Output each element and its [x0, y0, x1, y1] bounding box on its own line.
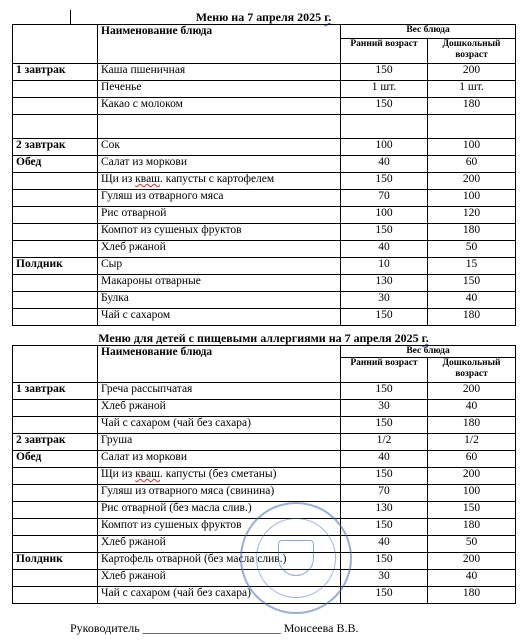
preschool-weight-cell: 180 [428, 224, 516, 241]
meal-cell [13, 241, 98, 258]
dish-cell: Компот из сушеных фруктов [98, 519, 341, 536]
table-row [13, 115, 516, 139]
header-empty [13, 25, 98, 64]
preschool-weight-cell: 100 [428, 190, 516, 207]
meal-cell [13, 275, 98, 292]
early-age-weight-cell: 150 [341, 519, 428, 536]
early-age-weight-cell: 150 [341, 468, 428, 485]
signature-name: Моисеева В.В. [283, 621, 359, 635]
signature-blank: _______________________ [142, 621, 281, 635]
table-row [13, 275, 516, 292]
signature-role: Руководитель [70, 621, 140, 635]
meal-cell [13, 417, 98, 434]
table-row [13, 98, 516, 115]
dish-cell: Хлеб ржаной [98, 536, 341, 553]
meal-cell: Полдник [13, 258, 98, 275]
preschool-weight-cell: 180 [428, 519, 516, 536]
table-row [13, 81, 516, 98]
table-row [13, 451, 516, 468]
meal-cell [13, 173, 98, 190]
table-row [13, 190, 516, 207]
dish-text-part: . капусты с картофелем [160, 173, 275, 185]
dish-cell: Греча рассыпчатая [98, 383, 341, 400]
early-age-weight-cell: 150 [341, 553, 428, 570]
meal-cell: 1 завтрак [13, 64, 98, 81]
meal-cell: 1 завтрак [13, 383, 98, 400]
table-row [13, 536, 516, 553]
meal-cell [13, 309, 98, 326]
dish-cell: Сок [98, 139, 341, 156]
dish-cell: Каша пшеничная [98, 64, 341, 81]
dish-cell: Сыр [98, 258, 341, 275]
allergy-menu-title-main: Меню для детей с пищевыми аллергиями на 7 апреля 2025 [98, 331, 422, 345]
menu-title [0, 10, 527, 24]
early-age-weight-cell: 150 [341, 309, 428, 326]
meal-cell [13, 98, 98, 115]
table-row [13, 434, 516, 451]
meal-cell [13, 224, 98, 241]
table-row [13, 309, 516, 326]
early-age-weight-cell [341, 115, 428, 139]
preschool-weight-cell [428, 115, 516, 139]
preschool-weight-cell: 50 [428, 241, 516, 258]
meal-cell [13, 587, 98, 604]
table-row [13, 173, 516, 190]
table-row [13, 258, 516, 275]
meal-cell [13, 190, 98, 207]
dish-cell [98, 115, 341, 139]
preschool-weight-cell: 60 [428, 451, 516, 468]
meal-cell [13, 115, 98, 139]
preschool-weight-cell: 150 [428, 275, 516, 292]
dish-cell: Чай с сахаром [98, 309, 341, 326]
table-row [13, 587, 516, 604]
dish-cell: Хлеб ржаной [98, 241, 341, 258]
table-row [13, 417, 516, 434]
preschool-weight-cell: 1/2 [428, 434, 516, 451]
early-age-weight-cell: 40 [341, 536, 428, 553]
table-row [13, 292, 516, 309]
header-weight: Вес блюда [341, 346, 516, 358]
preschool-weight-cell: 180 [428, 417, 516, 434]
allergy-menu-title [0, 331, 527, 345]
dish-text-part: Щи из [101, 468, 136, 480]
preschool-weight-cell: 200 [428, 173, 516, 190]
meal-cell [13, 485, 98, 502]
dish-cell: Чай с сахаром (чай без сахара) [98, 417, 341, 434]
early-age-weight-cell: 40 [341, 156, 428, 173]
dish-cell: Салат из моркови [98, 451, 341, 468]
dish-cell: Макароны отварные [98, 275, 341, 292]
preschool-weight-cell: 100 [428, 485, 516, 502]
preschool-weight-cell: 200 [428, 383, 516, 400]
early-age-weight-cell: 30 [341, 570, 428, 587]
table-row [13, 519, 516, 536]
signature-line [70, 621, 358, 635]
menu-title-suffix: г. [324, 10, 332, 24]
table-row [13, 383, 516, 400]
meal-cell [13, 207, 98, 224]
header-early-age: Ранний возраст [341, 358, 428, 383]
table-row [13, 64, 516, 81]
early-age-weight-cell: 10 [341, 258, 428, 275]
menu-title-main: Меню на 7 апреля 2025 [195, 10, 325, 24]
header-preschool-age: Дошкольный возраст [428, 39, 516, 64]
meal-cell: Полдник [13, 553, 98, 570]
dish-cell: Печенье [98, 81, 341, 98]
header-preschool-age: Дошкольный возраст [428, 358, 516, 383]
meal-cell [13, 81, 98, 98]
preschool-weight-cell: 60 [428, 156, 516, 173]
early-age-weight-cell: 30 [341, 400, 428, 417]
header-dish: Наименование блюда [98, 346, 341, 383]
early-age-weight-cell: 40 [341, 241, 428, 258]
meal-cell [13, 536, 98, 553]
preschool-weight-cell: 40 [428, 292, 516, 309]
dish-text-part: . капусты (без сметаны) [160, 468, 277, 480]
header-empty [13, 346, 98, 383]
early-age-weight-cell: 130 [341, 275, 428, 292]
early-age-weight-cell: 150 [341, 173, 428, 190]
table-row [13, 156, 516, 173]
table-row [13, 468, 516, 485]
dish-cell [98, 173, 341, 190]
meal-cell [13, 468, 98, 485]
table-row [13, 224, 516, 241]
table-row [13, 502, 516, 519]
preschool-weight-cell: 200 [428, 64, 516, 81]
preschool-weight-cell: 15 [428, 258, 516, 275]
meal-cell [13, 502, 98, 519]
early-age-weight-cell: 150 [341, 587, 428, 604]
preschool-weight-cell: 40 [428, 570, 516, 587]
dish-cell: Хлеб ржаной [98, 400, 341, 417]
dish-cell: Чай с сахаром (чай без сахара) [98, 587, 341, 604]
early-age-weight-cell: 150 [341, 224, 428, 241]
dish-cell: Булка [98, 292, 341, 309]
preschool-weight-cell: 100 [428, 139, 516, 156]
menu-table [12, 24, 516, 326]
dish-cell: Груша [98, 434, 341, 451]
dish-cell: Гуляш из отварного мяса (свинина) [98, 485, 341, 502]
preschool-weight-cell: 200 [428, 468, 516, 485]
meal-cell [13, 570, 98, 587]
preschool-weight-cell: 120 [428, 207, 516, 224]
meal-cell: Обед [13, 156, 98, 173]
dish-cell: Хлеб ржаной [98, 570, 341, 587]
dish-cell [98, 468, 341, 485]
table-row [13, 485, 516, 502]
early-age-weight-cell: 150 [341, 383, 428, 400]
table-row [13, 570, 516, 587]
dish-text-part: кваш [135, 468, 161, 480]
allergy-menu-title-suffix: г. [421, 331, 429, 345]
early-age-weight-cell: 1 шт. [341, 81, 428, 98]
early-age-weight-cell: 1/2 [341, 434, 428, 451]
dish-cell: Салат из моркови [98, 156, 341, 173]
header-dish: Наименование блюда [98, 25, 341, 64]
preschool-weight-cell: 40 [428, 400, 516, 417]
header-early-age: Ранний возраст [341, 39, 428, 64]
preschool-weight-cell: 1 шт. [428, 81, 516, 98]
table-row [13, 400, 516, 417]
preschool-weight-cell: 180 [428, 309, 516, 326]
meal-cell: 2 завтрак [13, 434, 98, 451]
table-row [13, 553, 516, 570]
meal-cell: Обед [13, 451, 98, 468]
dish-cell: Какао с молоком [98, 98, 341, 115]
dish-cell: Рис отварной (без масла слив.) [98, 502, 341, 519]
meal-cell [13, 292, 98, 309]
dish-cell: Компот из сушеных фруктов [98, 224, 341, 241]
dish-cell: Гуляш из отварного мяса [98, 190, 341, 207]
preschool-weight-cell: 200 [428, 553, 516, 570]
early-age-weight-cell: 150 [341, 64, 428, 81]
dish-cell: Рис отварной [98, 207, 341, 224]
preschool-weight-cell: 180 [428, 98, 516, 115]
early-age-weight-cell: 40 [341, 451, 428, 468]
table-row [13, 241, 516, 258]
dish-cell: Картофель отварной (без масла слив.) [98, 553, 341, 570]
meal-cell [13, 400, 98, 417]
early-age-weight-cell: 150 [341, 417, 428, 434]
meal-cell: 2 завтрак [13, 139, 98, 156]
preschool-weight-cell: 50 [428, 536, 516, 553]
early-age-weight-cell: 100 [341, 207, 428, 224]
preschool-weight-cell: 180 [428, 587, 516, 604]
dish-text-part: Щи из [101, 173, 136, 185]
table-row [13, 139, 516, 156]
meal-cell [13, 519, 98, 536]
early-age-weight-cell: 70 [341, 190, 428, 207]
early-age-weight-cell: 130 [341, 502, 428, 519]
early-age-weight-cell: 70 [341, 485, 428, 502]
early-age-weight-cell: 30 [341, 292, 428, 309]
dish-text-part: кваш [135, 173, 161, 185]
table-row [13, 207, 516, 224]
allergy-menu-table [12, 345, 516, 604]
early-age-weight-cell: 150 [341, 98, 428, 115]
preschool-weight-cell: 150 [428, 502, 516, 519]
header-weight: Вес блюда [341, 25, 516, 39]
early-age-weight-cell: 100 [341, 139, 428, 156]
